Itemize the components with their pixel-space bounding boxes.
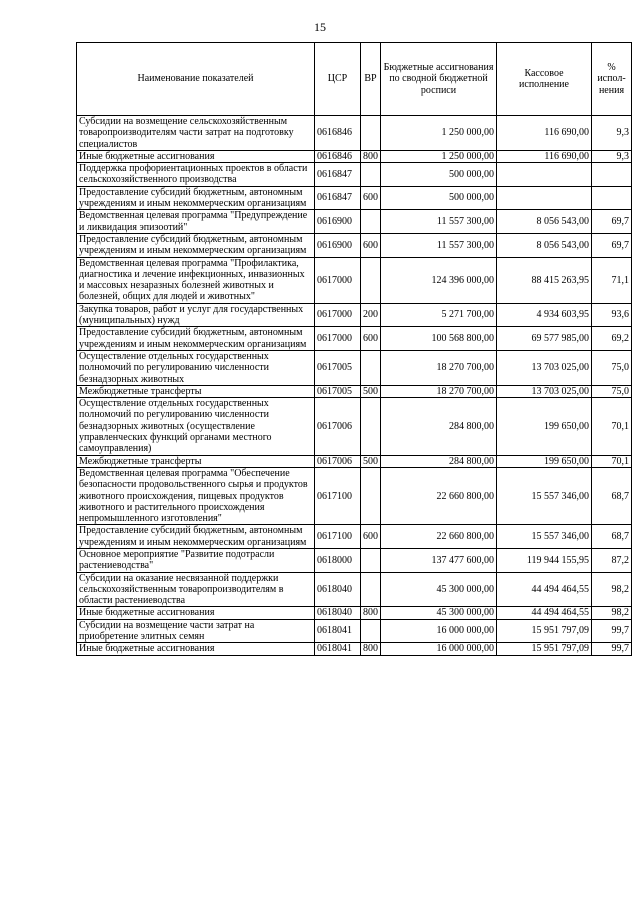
row-name: Предоставление субсидий бюджетным, автономным учреждениям и иным некоммерческим организациям [77, 327, 315, 351]
row-percent: 99,7 [592, 643, 632, 655]
row-csr: 0616846 [315, 150, 361, 162]
row-csr: 0617100 [315, 467, 361, 524]
row-allocation: 284 800,00 [381, 455, 497, 467]
header-vr: ВР [361, 43, 381, 116]
row-percent: 68,7 [592, 467, 632, 524]
row-allocation: 22 660 800,00 [381, 467, 497, 524]
row-name: Межбюджетные трансферты [77, 455, 315, 467]
row-allocation: 16 000 000,00 [381, 619, 497, 643]
table-row [77, 327, 632, 351]
row-name: Субсидии на оказание несвязанной поддержки сельскохозяйственным товаропроизводителям в области растениеводства [77, 572, 315, 607]
row-vr: 600 [361, 525, 381, 549]
row-name: Ведомственная целевая программа "Обеспечение безопасности продовольственного сырья и продуктов животного происхождения, пищевых продуктов животного и растительного происхождения непромышленного изготовления" [77, 467, 315, 524]
row-csr: 0617000 [315, 303, 361, 327]
row-cash: 69 577 985,00 [497, 327, 592, 351]
row-percent: 69,7 [592, 210, 632, 234]
header-csr: ЦСР [315, 43, 361, 116]
row-percent: 87,2 [592, 548, 632, 572]
row-csr: 0617000 [315, 257, 361, 303]
row-vr [361, 116, 381, 151]
row-csr: 0616847 [315, 163, 361, 187]
row-csr: 0616900 [315, 233, 361, 257]
row-csr: 0616900 [315, 210, 361, 234]
row-vr [361, 467, 381, 524]
row-cash [497, 163, 592, 187]
row-name: Осуществление отдельных государственных полномочий по регулированию численности безнадзорных животных (осуществление управленческих функций органами местного самоуправления) [77, 398, 315, 455]
row-name: Предоставление субсидий бюджетным, автономным учреждениям и иным некоммерческим организациям [77, 186, 315, 210]
row-allocation: 100 568 800,00 [381, 327, 497, 351]
row-percent: 70,1 [592, 398, 632, 455]
row-cash: 4 934 603,95 [497, 303, 592, 327]
row-vr: 500 [361, 385, 381, 397]
row-vr [361, 210, 381, 234]
row-allocation: 45 300 000,00 [381, 607, 497, 619]
table-row [77, 385, 632, 397]
row-csr: 0617000 [315, 327, 361, 351]
row-cash: 88 415 263,95 [497, 257, 592, 303]
table-header-row [77, 43, 632, 116]
row-vr [361, 163, 381, 187]
row-cash: 8 056 543,00 [497, 210, 592, 234]
row-percent: 70,1 [592, 455, 632, 467]
row-percent: 9,3 [592, 116, 632, 151]
row-allocation: 22 660 800,00 [381, 525, 497, 549]
row-percent: 98,2 [592, 607, 632, 619]
row-percent [592, 163, 632, 187]
row-allocation: 11 557 300,00 [381, 233, 497, 257]
table-row [77, 607, 632, 619]
table-row [77, 186, 632, 210]
table-row [77, 233, 632, 257]
row-percent: 69,2 [592, 327, 632, 351]
table-row [77, 455, 632, 467]
row-csr: 0617006 [315, 398, 361, 455]
row-name: Осуществление отдельных государственных полномочий по регулированию численности безнадзорных животных [77, 350, 315, 385]
row-percent: 98,2 [592, 572, 632, 607]
table-row [77, 525, 632, 549]
table-row [77, 163, 632, 187]
row-cash: 199 650,00 [497, 455, 592, 467]
row-vr [361, 572, 381, 607]
row-allocation: 1 250 000,00 [381, 116, 497, 151]
row-percent [592, 186, 632, 210]
row-vr: 800 [361, 607, 381, 619]
header-cash-execution: Кассовое исполнение [497, 43, 592, 116]
row-csr: 0616846 [315, 116, 361, 151]
row-vr [361, 398, 381, 455]
row-allocation: 5 271 700,00 [381, 303, 497, 327]
table-row [77, 303, 632, 327]
row-csr: 0617005 [315, 350, 361, 385]
row-csr: 0617005 [315, 385, 361, 397]
row-percent: 75,0 [592, 350, 632, 385]
row-percent: 93,6 [592, 303, 632, 327]
row-allocation: 11 557 300,00 [381, 210, 497, 234]
row-vr: 500 [361, 455, 381, 467]
header-execution-percent: % испол-нения [592, 43, 632, 116]
row-allocation: 1 250 000,00 [381, 150, 497, 162]
row-name: Поддержка профориентационных проектов в области сельскохозяйственного производства [77, 163, 315, 187]
table-row [77, 150, 632, 162]
row-csr: 0616847 [315, 186, 361, 210]
row-name: Предоставление субсидий бюджетным, автономным учреждениям и иным некоммерческим организациям [77, 525, 315, 549]
row-name: Основное мероприятие "Развитие подотрасли растениеводства" [77, 548, 315, 572]
row-cash: 119 944 155,95 [497, 548, 592, 572]
row-percent: 68,7 [592, 525, 632, 549]
row-cash: 13 703 025,00 [497, 350, 592, 385]
row-name: Субсидии на возмещение части затрат на приобретение элитных семян [77, 619, 315, 643]
row-name: Предоставление субсидий бюджетным, автономным учреждениям и иным некоммерческим организациям [77, 233, 315, 257]
row-cash: 199 650,00 [497, 398, 592, 455]
table-row [77, 257, 632, 303]
header-name: Наименование показателей [77, 43, 315, 116]
row-cash: 15 951 797,09 [497, 619, 592, 643]
row-allocation: 500 000,00 [381, 186, 497, 210]
row-allocation: 16 000 000,00 [381, 643, 497, 655]
row-percent: 71,1 [592, 257, 632, 303]
row-cash: 116 690,00 [497, 150, 592, 162]
row-percent: 75,0 [592, 385, 632, 397]
row-name: Иные бюджетные ассигнования [77, 643, 315, 655]
table-row [77, 350, 632, 385]
row-name: Иные бюджетные ассигнования [77, 150, 315, 162]
table-row [77, 210, 632, 234]
row-csr: 0618041 [315, 619, 361, 643]
row-csr: 0618040 [315, 607, 361, 619]
row-vr [361, 548, 381, 572]
row-vr: 200 [361, 303, 381, 327]
row-allocation: 500 000,00 [381, 163, 497, 187]
row-vr [361, 350, 381, 385]
row-cash: 15 951 797,09 [497, 643, 592, 655]
row-csr: 0618040 [315, 572, 361, 607]
row-cash [497, 186, 592, 210]
row-name: Ведомственная целевая программа "Профилактика, диагностика и лечение инфекционных, инвазионных и массовых незаразных болезней животных и болезней, общих для людей и животных" [77, 257, 315, 303]
table-row [77, 398, 632, 455]
row-allocation: 18 270 700,00 [381, 350, 497, 385]
row-csr: 0618041 [315, 643, 361, 655]
budget-execution-table [76, 42, 632, 656]
row-cash: 44 494 464,55 [497, 572, 592, 607]
row-vr: 800 [361, 643, 381, 655]
row-allocation: 284 800,00 [381, 398, 497, 455]
row-name: Субсидии на возмещение сельскохозяйственным товаропроизводителям части затрат на подготовку специалистов [77, 116, 315, 151]
table-row [77, 572, 632, 607]
row-vr [361, 257, 381, 303]
row-cash: 44 494 464,55 [497, 607, 592, 619]
row-cash: 15 557 346,00 [497, 525, 592, 549]
row-name: Иные бюджетные ассигнования [77, 607, 315, 619]
row-percent: 99,7 [592, 619, 632, 643]
table-row [77, 116, 632, 151]
row-vr [361, 619, 381, 643]
row-allocation: 124 396 000,00 [381, 257, 497, 303]
row-csr: 0618000 [315, 548, 361, 572]
row-percent: 69,7 [592, 233, 632, 257]
table-row [77, 548, 632, 572]
row-vr: 800 [361, 150, 381, 162]
row-cash: 8 056 543,00 [497, 233, 592, 257]
row-allocation: 45 300 000,00 [381, 572, 497, 607]
table-row [77, 619, 632, 643]
row-name: Ведомственная целевая программа "Предупреждение и ликвидация эпизоотий" [77, 210, 315, 234]
row-allocation: 18 270 700,00 [381, 385, 497, 397]
row-cash: 116 690,00 [497, 116, 592, 151]
row-csr: 0617006 [315, 455, 361, 467]
row-vr: 600 [361, 233, 381, 257]
row-cash: 13 703 025,00 [497, 385, 592, 397]
row-percent: 9,3 [592, 150, 632, 162]
row-csr: 0617100 [315, 525, 361, 549]
row-name: Закупка товаров, работ и услуг для государственных (муниципальных) нужд [77, 303, 315, 327]
row-cash: 15 557 346,00 [497, 467, 592, 524]
table-row [77, 467, 632, 524]
row-vr: 600 [361, 327, 381, 351]
row-allocation: 137 477 600,00 [381, 548, 497, 572]
table-row [77, 643, 632, 655]
page-number: 15 [314, 20, 326, 34]
row-name: Межбюджетные трансферты [77, 385, 315, 397]
row-vr: 600 [361, 186, 381, 210]
header-allocations: Бюджетные ассигнования по сводной бюджетной росписи [381, 43, 497, 116]
